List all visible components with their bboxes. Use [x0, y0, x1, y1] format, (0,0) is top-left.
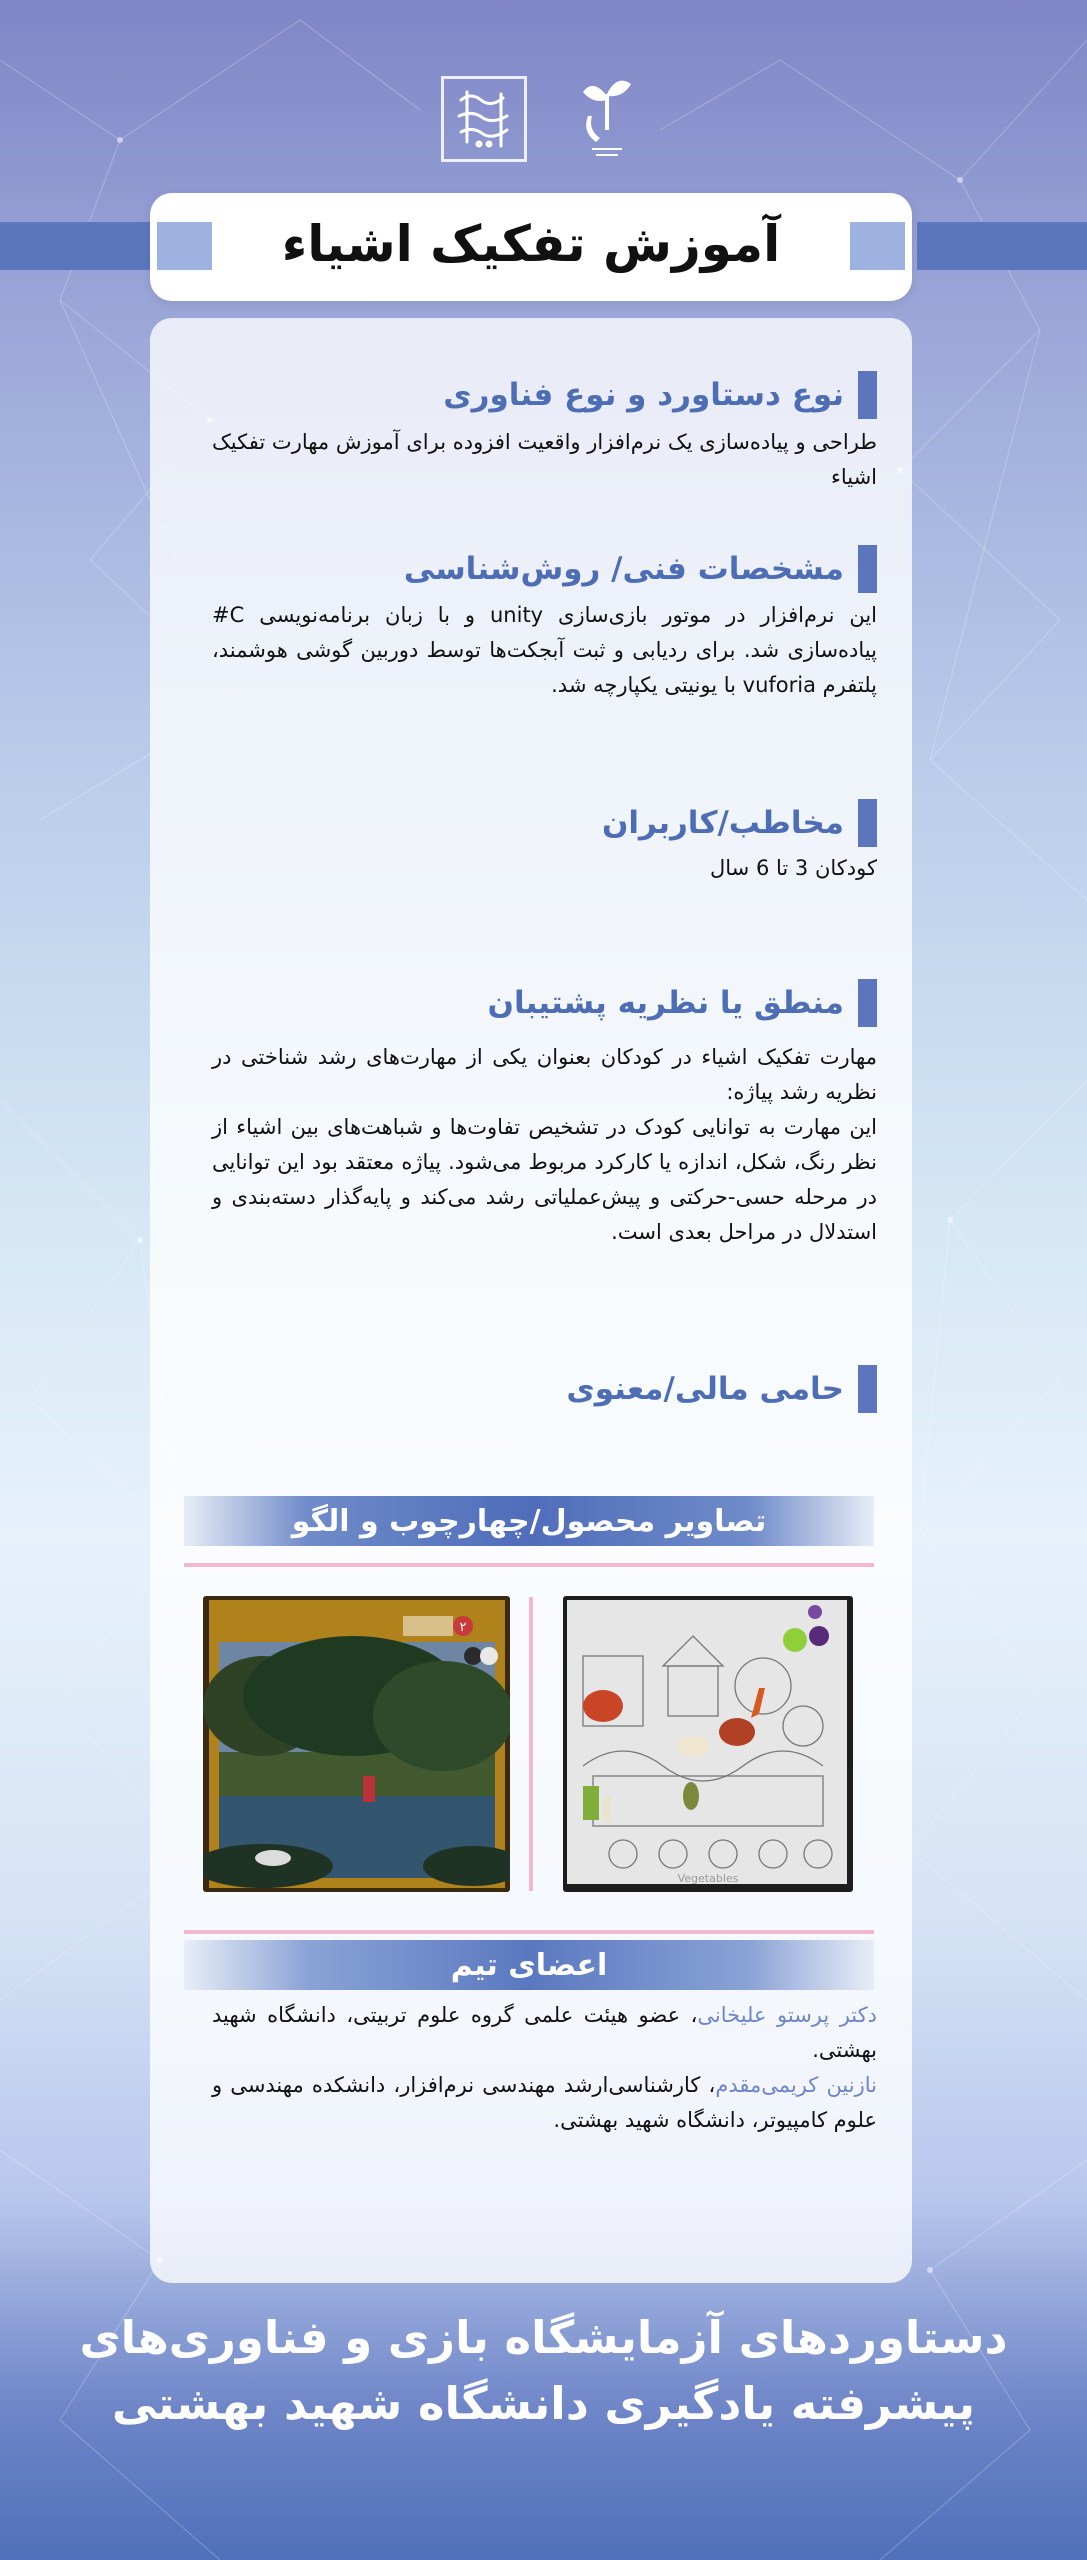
- section-marker: [858, 371, 877, 419]
- section-heading: مشخصات فنی/ روش‌شناسی: [403, 551, 844, 587]
- section-title-sponsor: [566, 1364, 877, 1414]
- footer-title: [0, 2305, 1087, 2437]
- section-title-achievement: [443, 370, 877, 420]
- storybook-page-badge: ۲: [459, 1620, 467, 1635]
- vegetables-caption: Vegetables: [677, 1872, 739, 1885]
- section-heading: منطق یا نظریه پشتیبان: [487, 985, 844, 1021]
- team-member: [212, 1998, 877, 2068]
- product-photo-vegetables: [563, 1596, 853, 1892]
- section-heading: نوع دستاورد و نوع فناوری: [443, 377, 844, 413]
- plant-lab-logo-icon: [567, 76, 647, 162]
- section-body-achievement: طراحی و پیاده‌سازی یک نرم‌افزار واقعیت افزوده برای آموزش مهارت تفکیک اشیاء: [212, 430, 877, 489]
- section-marker: [858, 545, 877, 593]
- section-marker: [858, 1365, 877, 1413]
- section-heading: حامی مالی/معنوی: [566, 1371, 844, 1407]
- section-body-theory: مهارت تفکیک اشیاء در کودکان بعنوان یکی از مهارت‌های رشد شناختی در نظریه رشد پیاژه: این مهارت به توانایی کودک در تشخیص تفاوت‌ها و شباهت‌های بین اشیاء از نظر رنگ، شکل، اندازه یا کارکرد مربوط می‌شود. پیاژه معتقد بود این توانایی در مرحله حسی-حرکتی و پیش‌عملیاتی رشد می‌کند و پایه‌گذار دسته‌بندی و استدلال در مراحل بعدی است.: [212, 1045, 877, 1244]
- team-member: [212, 2068, 877, 2138]
- divider-bottom: [184, 1930, 874, 1934]
- page-title: آموزش تفکیک اشیاء: [281, 215, 781, 273]
- divider-top: [184, 1563, 874, 1567]
- section-heading: مخاطب/کاربران: [601, 805, 844, 841]
- university-logo-icon: [441, 76, 527, 162]
- team-heading: اعضای تیم: [184, 1940, 874, 1990]
- member-name: دکتر پرستو علیخانی: [697, 2003, 877, 2027]
- footer-line-2: پیشرفته یادگیری دانشگاه شهید بهشتی: [112, 2377, 975, 2430]
- logos-row: [0, 76, 1087, 166]
- section-marker: [858, 799, 877, 847]
- section-body-technical: این نرم‌افزار در موتور بازی‌سازی unity و با زبان برنامه‌نویسی C# پیاده‌سازی شد. برای ردیابی و ثبت آبجکت‌ها توسط دوربین گوشی هوشمند، پلتفرم vuforia با یونیتی یکپارچه شد.: [212, 603, 878, 697]
- section-body-audience: کودکان 3 تا 6 سال: [710, 856, 877, 880]
- product-photo-storybook: [203, 1596, 510, 1892]
- footer-line-1: دستاوردهای آزمایشگاه بازی و فناوری‌های: [79, 2311, 1008, 2364]
- photo-separator: [529, 1597, 533, 1891]
- member-name: نازنین کریمی‌مقدم: [715, 2073, 878, 2097]
- title-band-left: [0, 222, 170, 270]
- member-desc: ، کارشناسی‌ارشد مهندسی نرم‌افزار، دانشکده مهندسی و علوم کامپیوتر، دانشگاه شهید بهشتی.: [212, 2073, 877, 2132]
- title-band-right: [917, 222, 1087, 270]
- team-members: [212, 1998, 877, 2138]
- member-desc: ، عضو هیئت علمی گروه علوم تربیتی، دانشگاه شهید بهشتی.: [212, 2003, 877, 2062]
- section-title-theory: [488, 978, 877, 1028]
- section-title-technical: [404, 544, 877, 594]
- section-title-audience: [602, 798, 877, 848]
- product-images-heading: تصاویر محصول/چهارچوب و الگو: [184, 1496, 874, 1546]
- title-card: [150, 193, 912, 301]
- section-marker: [858, 979, 877, 1027]
